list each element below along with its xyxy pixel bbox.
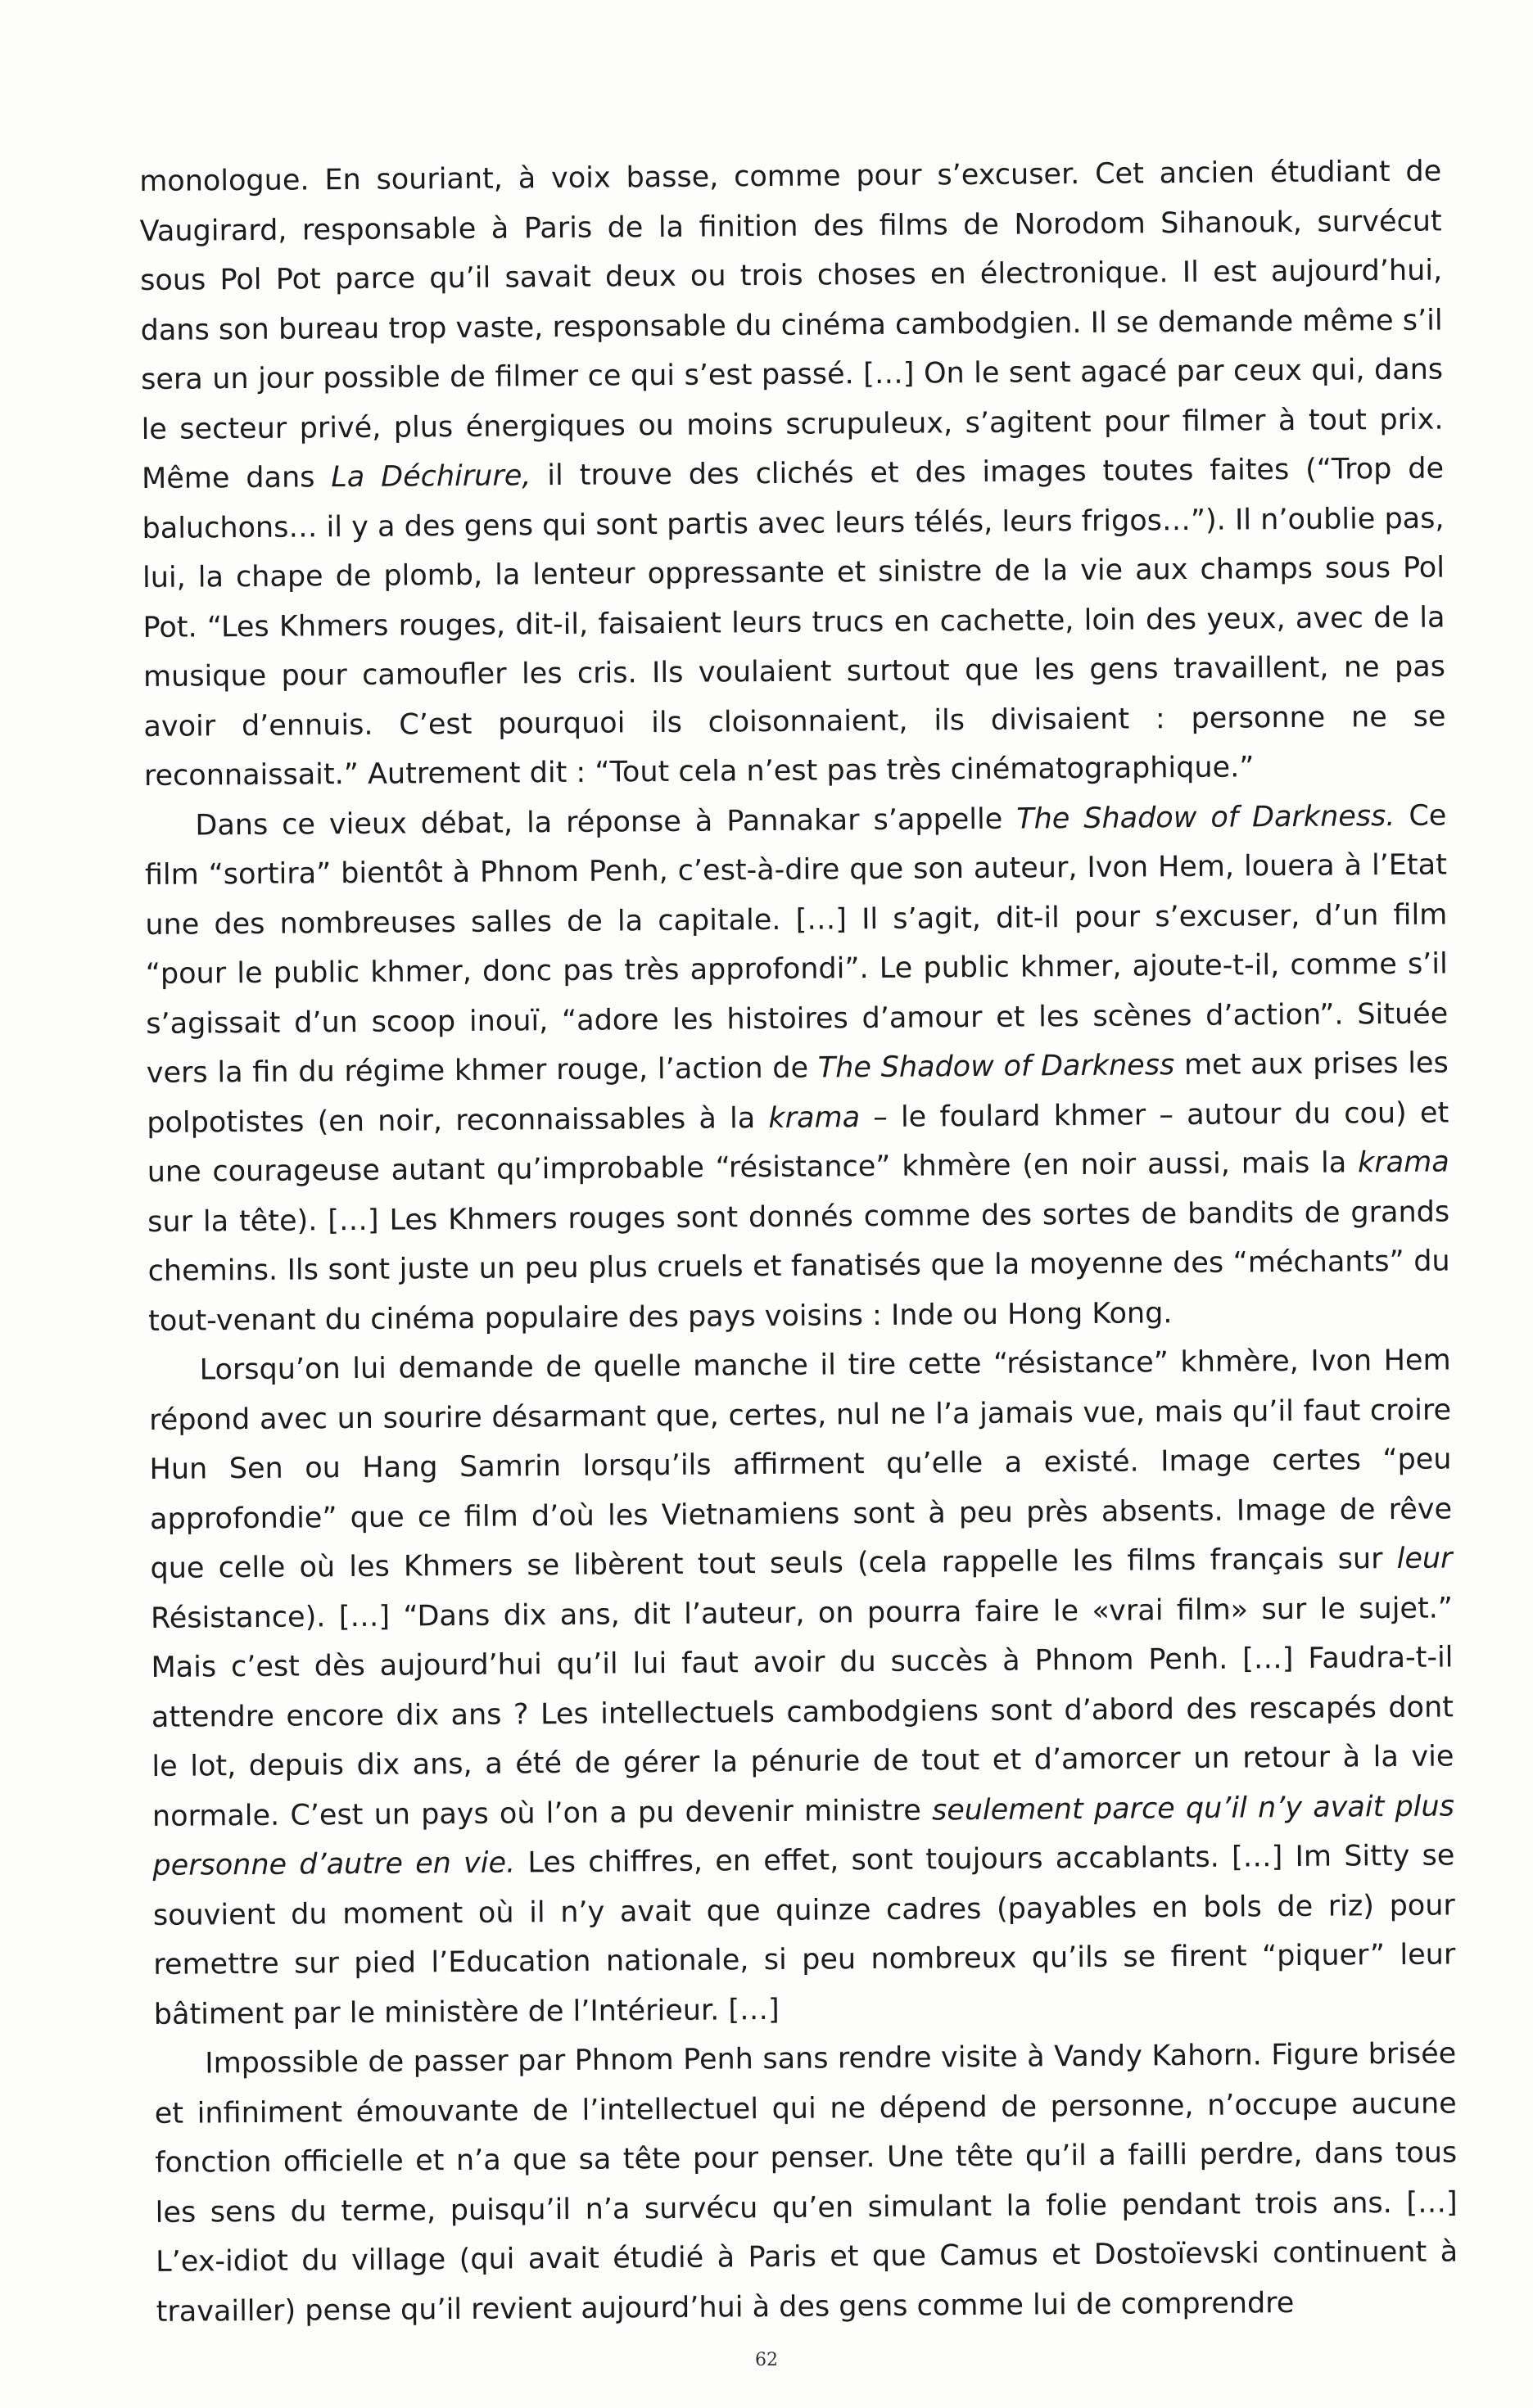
italic-text: seulement parce qu’il n’y avait plus personne d’autre en vie. (152, 1789, 1455, 1882)
italic-text: La Déchirure, (331, 459, 531, 495)
paragraph-1 (139, 147, 1446, 802)
italic-text: krama (1357, 1145, 1449, 1180)
text-run: monologue. En souriant, à voix basse, comme pour s’excuser. Cet ancien étudiant de Vaugirard, responsable à Paris de la finition des films de Norodom Sihanouk, survécut sous Pol Pot parce qu’il savait deux ou trois choses en électronique. Il est aujourd’hui, dans son bureau trop vaste, responsable du cinéma cambodgien. Il se demande même s’il sera un jour possible de filmer ce qui s’est passé. […] On le sent agacé par ceux qui, dans le secteur privé, plus énergiques ou moins scrupuleux, s’agitent pour filmer à tout prix. Même dans (139, 155, 1444, 495)
text-run: Impossible de passer par Phnom Penh sans rendre visite à Vandy Kahorn. Figure brisée et infiniment émouvante de l’intellectuel qui ne dépend de personne, n’occupe aucune fonction officielle et n’a que sa tête pour penser. Une tête qu’il a failli perdre, dans tous les sens du terme, puisqu’il n’a survécu qu’en simulant la folie pendant trois ans. […] L’ex-idiot du village (qui avait étudié à Paris et que Camus et Dostoïevski continuent à travailler) pense qu’il revient aujourd’hui à des gens comme lui de comprendre (154, 2037, 1458, 2329)
text-run: Les chiffres, en effet, sont toujours accablants. […] Im Sitty se souvient du moment où il n’y avait que quinze cadres (payables en bols de riz) pour remettre sur pied l’Education nationale, si peu nombreux qu’ils se firent “piquer” leur bâtiment par le ministère de l’Intérieur. […] (152, 1839, 1456, 2031)
text-run: sur la tête). […] Les Khmers rouges sont donnés comme des sortes de bandits de grands chemins. Ils sont juste un peu plus cruels et fanatisés que la moyenne des “méchants” du tout-venant du cinéma populaire des pays voisins : Inde ou Hong Kong. (147, 1195, 1450, 1338)
text-run: il trouve des clichés et des images toutes faites (“Trop de baluchons… il y a des gens qui sont partis avec leurs télés, leurs frigos…”). Il n’oublie pas, lui, la chape de plomb, la lenteur oppressante et sinistre de la vie aux champs sous Pol Pot. “Les Khmers rouges, dit-il, faisaient leurs trucs en cachette, loin des yeux, avec de la musique pour camoufler les cris. Ils voulaient surtout que les gens travaillent, ne pas avoir d’ennuis. C’est pourquoi ils cloisonnaient, ils divisaient : personne ne se reconnaissait.” Autrement dit : “Tout cela n’est pas très cinématographique.” (142, 452, 1446, 793)
paragraph-4 (154, 2029, 1458, 2336)
italic-text: The Shadow of Darkness (817, 1049, 1175, 1085)
text-run: Lorsqu’on lui demande de quelle manche il tire cette “résistance” khmère, Ivon Hem répond avec un sourire désarmant que, certes, nul ne l’a jamais vue, mais qu’il faut croire Hun Sen ou Hang Samrin lorsqu’ils affirment qu’elle a existé. Image certes “peu approfondie” que ce film d’où les Vietnamiens sont à peu près absents. Image de rêve que celle où les Khmers se libèrent tout seuls (cela rappelle les films français sur (148, 1344, 1453, 1585)
text-run: Ce film “sortira” bientôt à Phnom Penh, c’est-à-dire que son auteur, Ivon Hem, louera à l’Etat une des nombreuses salles de la capitale. […] Il s’agit, dit-il pour s’excuser, d’un film “pour le public khmer, donc pas très approfondi”. Le public khmer, ajoute-t-il, comme s’il s’agissait d’un scoop inouï, “adore les histoires d’amour et les scènes d’action”. Située vers la fin du régime khmer rouge, l’action de (144, 798, 1449, 1090)
italic-text: The Shadow of Darkness. (1016, 799, 1395, 836)
paragraph-2 (144, 791, 1450, 1346)
page-number: 62 (755, 2350, 778, 2370)
text-run: – le foulard khmer – autour du cou) et une courageuse autant qu’improbable “résistance” khmère (en noir aussi, mais la (147, 1096, 1449, 1189)
italic-text: krama (768, 1100, 861, 1135)
body-text (139, 147, 1458, 2337)
text-run: Résistance). […] “Dans dix ans, dit l’auteur, on pourra faire le «vrai film» sur le sujet.” Mais c’est dès aujourd’hui qu’il lui faut avoir du succès à Phnom Penh. […] Faudra-t-il attendre encore dix ans ? Les intellectuels cambodgiens sont d’abord des rescapés dont le lot, depuis dix ans, a été de gérer la pénurie de tout et d’amorcer un retour à la vie normale. C’est un pays où l’on a pu devenir ministre (150, 1591, 1454, 1833)
text-run: met aux prises les polpotistes (en noir, reconnaissables à la (147, 1046, 1449, 1140)
italic-text: leur (1396, 1542, 1453, 1575)
text-run: Dans ce vieux débat, la réponse à Pannakar s’appelle (195, 802, 1017, 842)
paragraph-3 (148, 1335, 1456, 2039)
